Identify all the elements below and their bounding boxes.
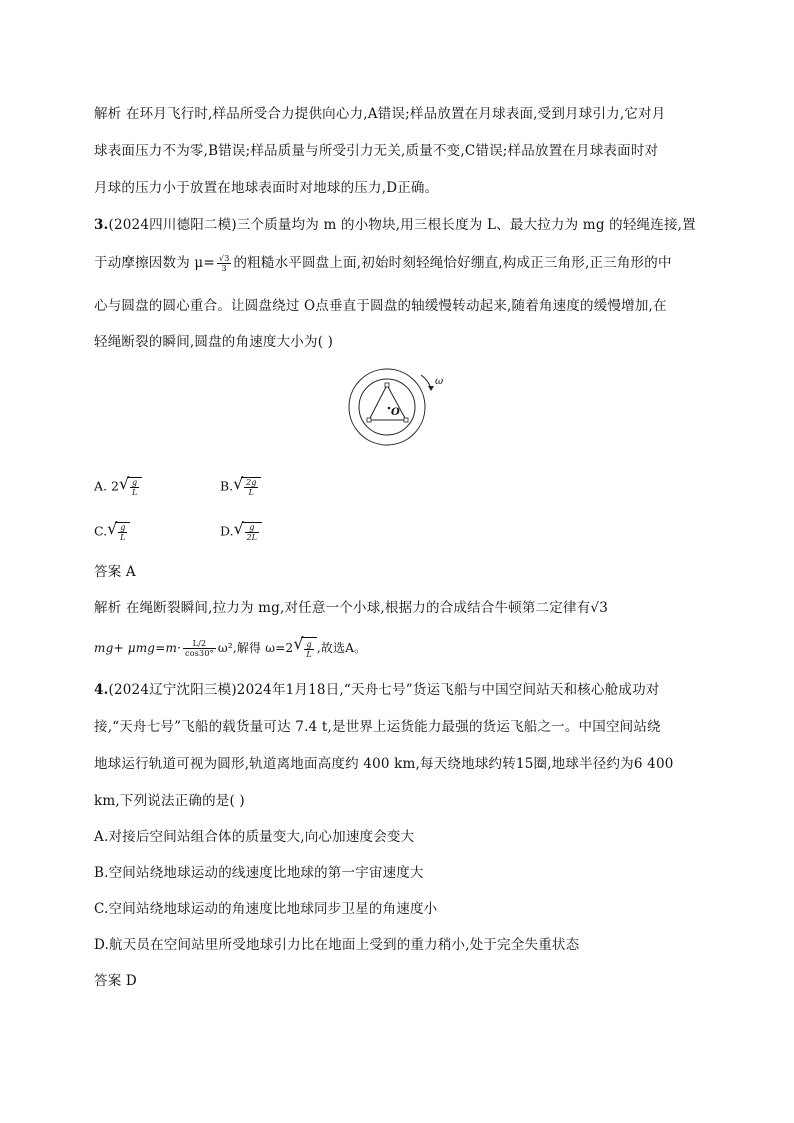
q3-analysis-eq-a: mg+ μmg=m· xyxy=(94,641,182,655)
q3-option-d xyxy=(220,519,262,542)
q3-option-a-root: √ $\frac{g}{L}$ xyxy=(119,477,142,497)
q3-analysis-root: √ $\frac{g}{L}$ xyxy=(293,637,317,660)
q4-option-b: B.空间站绕地球运动的线速度比地球的第一宇宙速度大 xyxy=(94,865,424,881)
q3-analysis-fraction xyxy=(183,639,216,658)
q4-stem-line-2: 接,“天舟七号”飞船的载货量可达 7.4 t,是世界上运货能力最强的货运飞船之一。中国空间站绕 xyxy=(94,719,661,735)
q3-answer: 答案 A xyxy=(94,564,136,580)
q3-option-c-num: g xyxy=(118,523,127,533)
q3-option-c xyxy=(94,519,130,542)
block-top xyxy=(385,383,389,387)
q3-option-b-label: B. xyxy=(220,478,234,494)
q3-option-a-label: A. 2 xyxy=(94,478,119,494)
block-left xyxy=(367,418,371,422)
q3-number: 3. xyxy=(94,217,109,233)
q4-number: 4. xyxy=(94,682,109,698)
q3-option-a-den: L xyxy=(131,488,138,497)
q3-option-b xyxy=(220,474,261,497)
q3-mu-fraction xyxy=(217,254,232,273)
q3-option-a-num: g xyxy=(130,478,139,488)
q3-stem-text-1: (2024四川德阳二模)三个质量均为 m 的小物块,用三根长度为 L、最大拉力为 mg 的轻绳连接,置 xyxy=(108,217,696,233)
q4-option-a: A.对接后空间站组合体的质量变大,向心加速度会变大 xyxy=(94,829,415,845)
rotation-arrowhead xyxy=(428,386,434,391)
q3-option-d-den: 2L xyxy=(246,533,257,542)
q3-analysis-frac-den: cos30° xyxy=(185,649,214,658)
q4-answer: 答案 D xyxy=(94,973,137,989)
block-right xyxy=(404,418,408,422)
q3-analysis-eq-c: ,故选A。 xyxy=(316,641,367,655)
q3-mu-numerator: √3 xyxy=(218,254,230,263)
q4-option-c: C.空间站绕地球运动的角速度比地球同步卫星的角速度小 xyxy=(94,901,438,917)
q3-stem-text-2a: 于动摩擦因数为 μ= xyxy=(94,255,215,271)
q3-analysis-eq-b: ω²,解得 ω=2 xyxy=(217,641,294,655)
q3-analysis-root-den: L xyxy=(306,650,312,659)
q3-stem-line-4: 轻绳断裂的瞬间,圆盘的角速度大小为( ) xyxy=(94,334,334,350)
q4-stem-line-1 xyxy=(94,681,660,699)
q3-mu-denominator: 3 xyxy=(221,264,227,273)
q3-stem-line-2 xyxy=(94,252,672,274)
disc-outer-circle xyxy=(349,369,425,445)
q3-option-c-label: C. xyxy=(94,523,108,539)
center-dot xyxy=(388,407,391,410)
q3-analysis-root-num: g xyxy=(304,640,314,650)
q3-option-d-num: g xyxy=(245,523,259,533)
q3-option-b-root: √ $\frac{2g}{L}$ xyxy=(233,477,261,497)
q3-option-d-root: √ $\frac{g}{2L}$ xyxy=(234,522,262,542)
triangle-ropes xyxy=(369,385,406,420)
q3-stem-line-1 xyxy=(94,216,696,234)
q3-option-b-den: L xyxy=(248,488,254,497)
q2-analysis-line-2: 球表面压力不为零,B错误;样品质量与所受引力无关,质量不变,C错误;样品放置在月球表面时对 xyxy=(94,143,659,159)
q4-option-d: D.航天员在空间站里所受地球引力比在地面上受到的重力稍小,处于完全失重状态 xyxy=(94,937,580,953)
q4-stem-text-1: (2024辽宁沈阳三模)2024年1月18日,“天舟七号”货运飞船与中国空间站天和核心舱成功对 xyxy=(108,682,660,698)
q3-analysis-frac-num: L/2 xyxy=(183,639,216,649)
q3-analysis-line-1: 解析 在绳断裂瞬间,拉力为 mg,对任意一个小球,根据力的合成结合牛顿第二定律有√3 xyxy=(94,600,608,616)
q3-option-a xyxy=(94,474,142,497)
q4-stem-line-3: 地球运行轨道可视为圆形,轨道离地面高度约 400 km,每天绕地球约转15圈,地球半径约为6 400 xyxy=(94,756,674,772)
q3-analysis-line-2 xyxy=(94,634,367,660)
q2-analysis-line-3: 月球的压力小于放置在地球表面时对地球的压力,D正确。 xyxy=(94,180,439,196)
q4-stem-line-4: km,下列说法正确的是( ) xyxy=(94,793,245,809)
center-label-o: O xyxy=(391,407,400,418)
q3-stem-text-2b: 的粗糙水平圆盘上面,初始时刻轻绳恰好绷直,构成正三角形,正三角形的中 xyxy=(233,255,672,271)
q3-option-d-label: D. xyxy=(220,523,234,539)
omega-label: ω xyxy=(435,376,444,387)
q3-option-c-root: √ $\frac{g}{L}$ xyxy=(107,522,130,542)
q3-option-c-den: L xyxy=(120,533,126,542)
q3-option-b-num: 2g xyxy=(246,478,257,487)
q3-stem-line-3: 心与圆盘的圆心重合。让圆盘绕过 O点垂直于圆盘的轴缓慢转动起来,随着角速度的缓慢增加,在 xyxy=(94,298,667,314)
q2-analysis-line-1: 解析 在环月飞行时,样品所受合力提供向心力,A错误;样品放置在月球表面,受到月球引力,它对月 xyxy=(94,106,666,122)
q3-disc-figure xyxy=(345,365,455,450)
